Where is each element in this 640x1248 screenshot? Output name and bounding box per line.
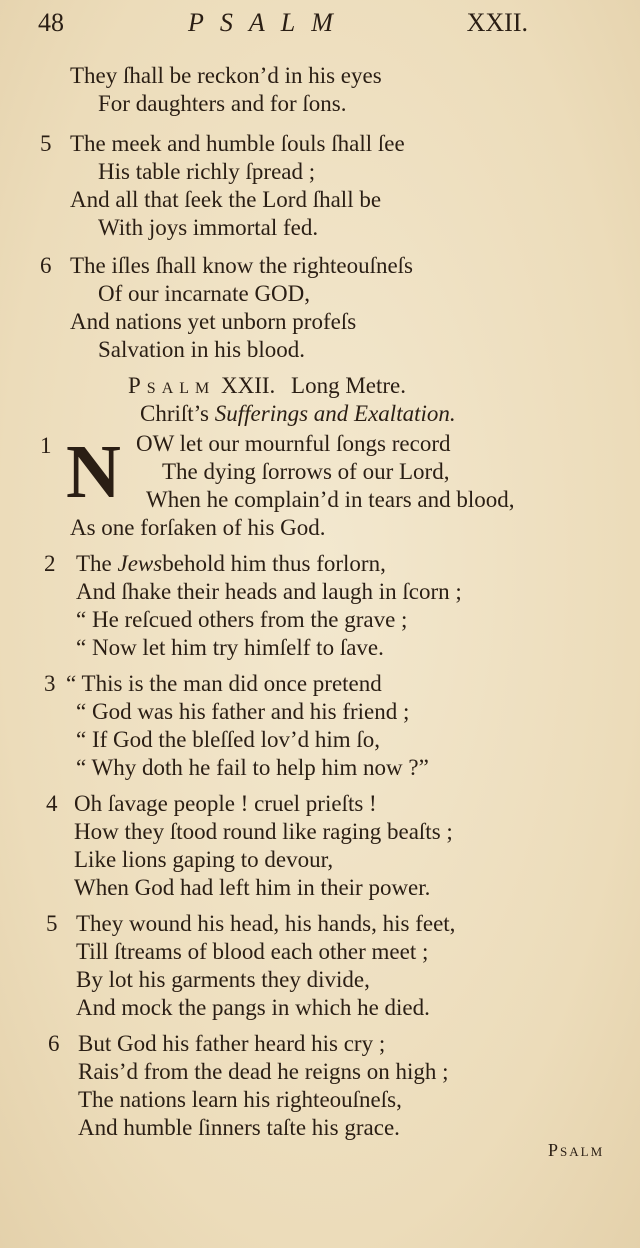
psalm-number: XXII. [466, 8, 528, 37]
verse-line: The iſles ſhall know the righteouſneſs [70, 253, 414, 278]
verse-line: His table richly ſpread ; [98, 159, 316, 184]
verse-line: Of our incarnate GOD, [98, 281, 311, 306]
verse-line: And nations yet unborn profeſs [70, 309, 357, 334]
verse-line: “ He reſcued others from the grave ; [76, 607, 408, 632]
verse-line: “ Why doth he fail to help him now ?” [76, 755, 429, 780]
verse-line: Like lions gaping to devour, [74, 847, 334, 872]
running-header [38, 8, 528, 44]
verse-number: 5 [46, 911, 58, 936]
verse-line: How they ſtood round like raging beaſts ; [74, 819, 453, 844]
page-number: 48 [38, 8, 64, 37]
drop-cap: N [66, 430, 121, 514]
verse-line: With joys immortal fed. [98, 215, 319, 240]
verse-number: 3 [44, 671, 56, 696]
line-text: behold him thus forlorn, [162, 551, 386, 576]
verse-line: The meek and humble ſouls ſhall ſee [70, 131, 405, 156]
metre-label: Long Metre. [291, 373, 407, 398]
verse-line: When he complain’d in tears and blood, [146, 487, 515, 512]
subtitle-italic: Sufferings and Exaltation. [214, 401, 456, 426]
verse-line: As one forſaken of his God. [70, 515, 326, 540]
verse-line: Salvation in his blood. [98, 337, 305, 362]
verse-number: 2 [44, 551, 56, 576]
line-italic-text: Jews [117, 551, 163, 576]
verse-line: When God had left him in their power. [74, 875, 431, 900]
verse-number: 1 [40, 433, 52, 458]
verse-number: 6 [40, 253, 52, 278]
psalm-heading-label: Psalm [128, 373, 216, 398]
verse-line: They ſhall be reckon’d in his eyes [70, 63, 382, 88]
psalm-subtitle [140, 400, 456, 428]
verse-line: OW let our mournful ſongs record [136, 431, 451, 456]
verse-line: And all that ſeek the Lord ſhall be [70, 187, 382, 212]
running-title: PSALM [188, 8, 349, 37]
catchword: Psalm [548, 1140, 605, 1160]
verse-number: 4 [46, 791, 58, 816]
verse-line: “ God was his father and his friend ; [76, 699, 410, 724]
verse-number: 5 [40, 131, 52, 156]
verse-line: “ This is the man did once pretend [66, 671, 382, 696]
verse-line: By lot his garments they divide, [76, 967, 370, 992]
verse-line: And ſhake their heads and laugh in ſcorn ; [76, 579, 462, 604]
verse-line: And humble ſinners taſte his grace. [78, 1115, 400, 1140]
verse-line: “ Now let him try himſelf to ſave. [76, 635, 384, 660]
verse-line: But God his father heard his cry ; [78, 1031, 386, 1056]
verse-line [76, 550, 386, 578]
psalm-heading-number: XXII. [221, 373, 276, 398]
verse-line: The dying ſorrows of our Lord, [162, 459, 450, 484]
verse-line: And mock the pangs in which he died. [76, 995, 430, 1020]
verse-line: The nations learn his righteouſneſs, [78, 1087, 402, 1112]
verse-line: Till ſtreams of blood each other meet ; [76, 939, 429, 964]
verse-number: 6 [48, 1031, 60, 1056]
subtitle-prefix: Chriſt’s [140, 401, 210, 426]
verse-line: For daughters and for ſons. [98, 91, 347, 116]
psalm-heading [128, 372, 406, 400]
verse-line: Rais’d from the dead he reigns on high ; [78, 1059, 449, 1084]
line-text: The [76, 551, 112, 576]
verse-line: Oh ſavage people ! cruel prieſts ! [74, 791, 377, 816]
verse-line: They wound his head, his hands, his feet, [76, 911, 456, 936]
verse-line: “ If God the bleſſed lov’d him ſo, [76, 727, 381, 752]
